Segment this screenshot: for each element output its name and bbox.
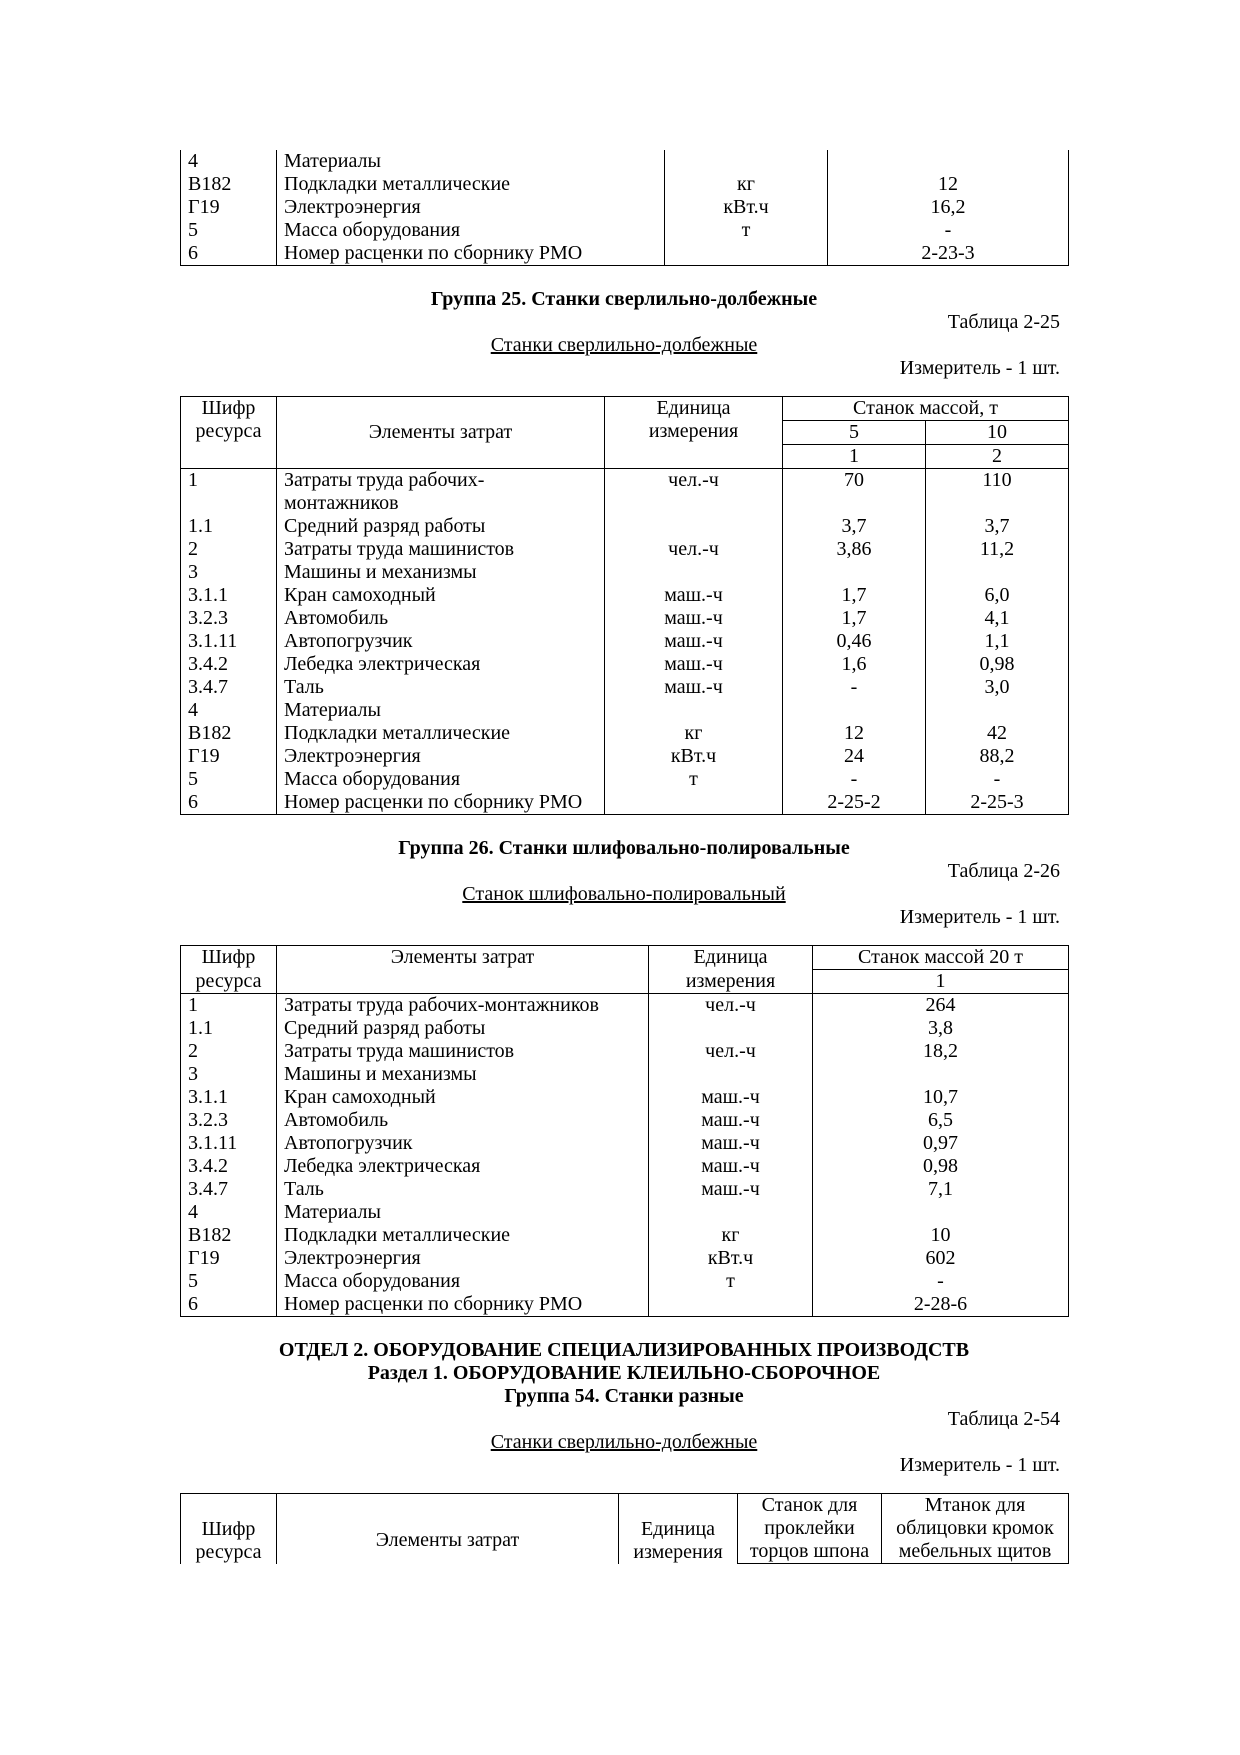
- cell-code: В182: [181, 173, 277, 196]
- cell-code: 3.2.3: [181, 607, 277, 630]
- cell-name: Электроэнергия: [277, 1247, 649, 1270]
- cell-code: 3: [181, 1063, 277, 1086]
- table-row: [181, 242, 1069, 266]
- cell-code: 1: [181, 994, 277, 1018]
- table-2-25-measure: Измеритель - 1 шт.: [899, 357, 1060, 379]
- cell-unit: маш.-ч: [649, 1109, 813, 1132]
- cell-v1: 6,5: [813, 1109, 1069, 1132]
- cell-v1: 10,7: [813, 1086, 1069, 1109]
- table-row: [181, 722, 1069, 745]
- cell-name: Материалы: [277, 150, 665, 173]
- cell-unit: [605, 791, 783, 815]
- cell-name: Электроэнергия: [277, 745, 605, 768]
- table-row: [181, 1224, 1069, 1247]
- cell-v2: 11,2: [926, 538, 1069, 561]
- cell-code: 2: [181, 538, 277, 561]
- cell-v2: 0,98: [926, 653, 1069, 676]
- code-header: Шифр ресурса: [181, 1494, 277, 1564]
- cell-name: Машины и механизмы: [277, 1063, 649, 1086]
- cell-unit: [649, 1201, 813, 1224]
- col-1-header: 1: [783, 445, 926, 469]
- mass-10-header: 10: [926, 421, 1069, 445]
- table-row: [181, 584, 1069, 607]
- table-row: [181, 1270, 1069, 1293]
- col-1-header: Станок для проклейки торцов шпона: [738, 1494, 882, 1564]
- table-row: [181, 515, 1069, 538]
- cell-code: 5: [181, 768, 277, 791]
- cell-code: 3.1.11: [181, 630, 277, 653]
- cell-name: Номер расценки по сборнику РМО: [277, 242, 665, 266]
- table-row: [181, 1293, 1069, 1317]
- cell-name: Затраты труда машинистов: [277, 538, 605, 561]
- group-26-title: Группа 26. Станки шлифовально-полировальные: [398, 837, 850, 859]
- unit-header: Единица измерения: [605, 397, 783, 469]
- cell-name: Средний разряд работы: [277, 1017, 649, 1040]
- cell-name: Кран самоходный: [277, 584, 605, 607]
- cell-name: Автомобиль: [277, 1109, 649, 1132]
- cell-name: Затраты труда рабочих-монтажников: [277, 994, 649, 1018]
- group-25-title: Группа 25. Станки сверлильно-долбежные: [430, 288, 818, 310]
- department-title: ОТДЕЛ 2. ОБОРУДОВАНИЕ СПЕЦИАЛИЗИРОВАННЫХ ПРОИЗВОДСТВ: [278, 1339, 970, 1361]
- cell-code: 3: [181, 561, 277, 584]
- table-2-25-number: Таблица 2-25: [947, 311, 1060, 333]
- cell-v2: 4,1: [926, 607, 1069, 630]
- col-2-header: 2: [926, 445, 1069, 469]
- cell-name: Автомобиль: [277, 607, 605, 630]
- cell-v1: 7,1: [813, 1178, 1069, 1201]
- cell-name: Масса оборудования: [277, 219, 665, 242]
- cell-name: Подкладки металлические: [277, 173, 665, 196]
- cell-v1: 3,8: [813, 1017, 1069, 1040]
- cell-v2: 6,0: [926, 584, 1069, 607]
- cell-name: Масса оборудования: [277, 1270, 649, 1293]
- table-row: [181, 150, 1069, 173]
- table-row: [181, 1040, 1069, 1063]
- cell-code: 3.4.7: [181, 1178, 277, 1201]
- cell-v1: -: [813, 1270, 1069, 1293]
- cell-code: Г19: [181, 745, 277, 768]
- cell-unit: [605, 561, 783, 584]
- cell-unit: кг: [649, 1224, 813, 1247]
- cell-unit: маш.-ч: [605, 653, 783, 676]
- cell-unit: [649, 1017, 813, 1040]
- table-2-26: Шифр Элементы затрат Единица Станок массой 20 т ресурса измерения 1 1 Затраты труда рабочих-монтажников чел.-ч 264 1.1 Средний разряд работы 3,8 2 Затраты труда машинистов чел.-ч 18,2 3 Машины и механизмы 3.1.1 Кран самоходный маш.-ч 10,7 3.2.3 Автомобиль маш.-ч 6,5 3.1.11 Автопогрузчик маш.-ч 0,97 3.4.2 Лебедка электрическая маш.-ч 0,98 3.4.7 Таль маш.-ч 7,1 4 Материалы В182 Подкладки металлические кг 10 Г19 Электроэнергия кВт.ч 602 5 Масса оборудования т - 6 Номер расценки по сборнику РМО 2-28-6: [180, 945, 1069, 1317]
- table-row: [181, 768, 1069, 791]
- cell-code: 3.4.2: [181, 1155, 277, 1178]
- cell-v1: 16,2: [828, 196, 1069, 219]
- cell-unit: т: [649, 1270, 813, 1293]
- mass-group-header: Станок массой 20 т: [813, 946, 1069, 970]
- col-2-header: Мтанок для облицовки кромок мебельных щитов: [882, 1494, 1069, 1564]
- cell-name: Лебедка электрическая: [277, 653, 605, 676]
- cell-unit: маш.-ч: [605, 630, 783, 653]
- table-2-25-subtitle: Станки сверлильно-долбежные: [490, 334, 758, 356]
- elements-header: Элементы затрат: [277, 946, 649, 970]
- cell-v1: -: [783, 676, 926, 699]
- unit-header: Единица: [649, 946, 813, 970]
- cell-v1: [813, 1201, 1069, 1224]
- table-row: [181, 173, 1069, 196]
- cell-unit: маш.-ч: [649, 1178, 813, 1201]
- cell-unit: т: [665, 219, 828, 242]
- cell-v1: 12: [783, 722, 926, 745]
- cell-v2: -: [926, 768, 1069, 791]
- cell-v1: [828, 150, 1069, 173]
- cell-v1: 0,46: [783, 630, 926, 653]
- table-row: [181, 994, 1069, 1018]
- cell-unit: [665, 242, 828, 266]
- cell-code: 1.1: [181, 515, 277, 538]
- unit-header: Единица измерения: [619, 1494, 738, 1564]
- table-row: [181, 1201, 1069, 1224]
- cell-code: 3.4.7: [181, 676, 277, 699]
- cell-v1: 2-28-6: [813, 1293, 1069, 1317]
- cell-name: Номер расценки по сборнику РМО: [277, 791, 605, 815]
- cell-name: Таль: [277, 676, 605, 699]
- cell-name: Кран самоходный: [277, 1086, 649, 1109]
- cell-v1: 3,7: [783, 515, 926, 538]
- cell-code: 6: [181, 242, 277, 266]
- table-row: [181, 1017, 1069, 1040]
- table-row: [181, 219, 1069, 242]
- col-1-header: 1: [813, 970, 1069, 994]
- document-page: [180, 150, 1068, 1564]
- cell-v2: 1,1: [926, 630, 1069, 653]
- cell-v1: -: [783, 768, 926, 791]
- cell-unit: чел.-ч: [605, 538, 783, 561]
- cell-v1: 1,6: [783, 653, 926, 676]
- table-row: [181, 653, 1069, 676]
- cell-unit: кВт.ч: [605, 745, 783, 768]
- table-row: [181, 1109, 1069, 1132]
- cell-name: Электроэнергия: [277, 196, 665, 219]
- cell-name: Машины и механизмы: [277, 561, 605, 584]
- table-row: [181, 745, 1069, 768]
- cell-code: 2: [181, 1040, 277, 1063]
- elements-header: Элементы затрат: [277, 397, 605, 469]
- table-row: [181, 561, 1069, 584]
- part-title: Раздел 1. ОБОРУДОВАНИЕ КЛЕИЛЬНО-СБОРОЧНОЕ: [367, 1362, 881, 1384]
- cell-v1: 1,7: [783, 607, 926, 630]
- cell-unit: маш.-ч: [649, 1155, 813, 1178]
- cell-v2: 42: [926, 722, 1069, 745]
- table-row: [181, 1063, 1069, 1086]
- cell-unit: маш.-ч: [605, 584, 783, 607]
- cell-code: 5: [181, 1270, 277, 1293]
- cell-v1: [783, 699, 926, 722]
- cell-code: 4: [181, 1201, 277, 1224]
- code-header: Шифр: [181, 946, 277, 970]
- cell-code: 1.1: [181, 1017, 277, 1040]
- table-row: [181, 1178, 1069, 1201]
- cell-unit: т: [605, 768, 783, 791]
- mass-group-header: Станок массой, т: [783, 397, 1069, 421]
- cell-code: Г19: [181, 1247, 277, 1270]
- cell-code: 3.1.1: [181, 1086, 277, 1109]
- cell-name: Лебедка электрическая: [277, 1155, 649, 1178]
- cell-name: Таль: [277, 1178, 649, 1201]
- table-2-26-measure: Измеритель - 1 шт.: [899, 906, 1060, 928]
- cell-name: Масса оборудования: [277, 768, 605, 791]
- cell-unit: маш.-ч: [605, 676, 783, 699]
- table-row: [181, 676, 1069, 699]
- cell-v1: 264: [813, 994, 1069, 1018]
- table-2-54: [180, 1493, 1069, 1564]
- cell-unit: [605, 515, 783, 538]
- cell-v1: [783, 561, 926, 584]
- cell-code: 3.1.1: [181, 584, 277, 607]
- cell-name: Автопогрузчик: [277, 1132, 649, 1155]
- cell-v1: 18,2: [813, 1040, 1069, 1063]
- group-54-title: Группа 54. Станки разные: [504, 1385, 744, 1407]
- cell-unit: чел.-ч: [649, 1040, 813, 1063]
- cell-unit: маш.-ч: [649, 1086, 813, 1109]
- cell-unit: кг: [605, 722, 783, 745]
- table-row: [181, 1086, 1069, 1109]
- cell-v1: 1,7: [783, 584, 926, 607]
- cell-code: 4: [181, 150, 277, 173]
- cell-code: 3.1.11: [181, 1132, 277, 1155]
- cell-v2: 3,0: [926, 676, 1069, 699]
- elements-header: Элементы затрат: [277, 1494, 619, 1564]
- cell-unit: [649, 1293, 813, 1317]
- table-2-54-number: Таблица 2-54: [947, 1408, 1060, 1430]
- top-table: [180, 150, 1069, 266]
- cell-name: Подкладки металлические: [277, 1224, 649, 1247]
- cell-name: Материалы: [277, 699, 605, 722]
- cell-unit: чел.-ч: [649, 994, 813, 1018]
- cell-unit: маш.-ч: [649, 1132, 813, 1155]
- cell-v1: -: [828, 219, 1069, 242]
- cell-v1: 2-23-3: [828, 242, 1069, 266]
- table-row: [181, 607, 1069, 630]
- mass-5-header: 5: [783, 421, 926, 445]
- cell-unit: маш.-ч: [605, 607, 783, 630]
- cell-code: 5: [181, 219, 277, 242]
- cell-v1: 0,98: [813, 1155, 1069, 1178]
- code-header: Шифр ресурса: [181, 397, 277, 469]
- cell-unit: [665, 150, 828, 173]
- cell-unit: [649, 1063, 813, 1086]
- cell-v1: 3,86: [783, 538, 926, 561]
- cell-v1: 10: [813, 1224, 1069, 1247]
- cell-name: Затраты труда машинистов: [277, 1040, 649, 1063]
- cell-code: 3.2.3: [181, 1109, 277, 1132]
- cell-unit: кг: [665, 173, 828, 196]
- cell-v2: [926, 561, 1069, 584]
- table-2-54-subtitle: Станки сверлильно-долбежные: [490, 1431, 758, 1453]
- table-row: [181, 699, 1069, 722]
- table-row: [181, 1247, 1069, 1270]
- table-2-26-number: Таблица 2-26: [947, 860, 1060, 882]
- cell-code: 6: [181, 791, 277, 815]
- table-row: [181, 196, 1069, 219]
- cell-name: Номер расценки по сборнику РМО: [277, 1293, 649, 1317]
- table-row: [181, 1132, 1069, 1155]
- cell-code: Г19: [181, 196, 277, 219]
- cell-name: Подкладки металлические: [277, 722, 605, 745]
- cell-code: В182: [181, 1224, 277, 1247]
- cell-v1: 2-25-2: [783, 791, 926, 815]
- cell-unit: кВт.ч: [649, 1247, 813, 1270]
- table-row: 1 Затраты труда рабочих- монтажников чел.-ч 70 110: [181, 469, 1069, 516]
- table-2-25: [180, 396, 1069, 815]
- cell-v2: 3,7: [926, 515, 1069, 538]
- cell-v1: [813, 1063, 1069, 1086]
- cell-code: 6: [181, 1293, 277, 1317]
- table-row: [181, 1155, 1069, 1178]
- cell-unit: кВт.ч: [665, 196, 828, 219]
- cell-code: В182: [181, 722, 277, 745]
- cell-code: 4: [181, 699, 277, 722]
- cell-code: 3.4.2: [181, 653, 277, 676]
- cell-name: Материалы: [277, 1201, 649, 1224]
- cell-name: Автопогрузчик: [277, 630, 605, 653]
- table-row: [181, 538, 1069, 561]
- cell-v1: 12: [828, 173, 1069, 196]
- cell-v2: [926, 699, 1069, 722]
- cell-v1: 0,97: [813, 1132, 1069, 1155]
- cell-name: Средний разряд работы: [277, 515, 605, 538]
- cell-unit: [605, 699, 783, 722]
- table-2-54-measure: Измеритель - 1 шт.: [899, 1454, 1060, 1476]
- table-row: [181, 630, 1069, 653]
- cell-v1: 602: [813, 1247, 1069, 1270]
- cell-v1: 24: [783, 745, 926, 768]
- cell-v2: 2-25-3: [926, 791, 1069, 815]
- first-row-name: Затраты труда рабочих-: [284, 469, 485, 491]
- table-row: [181, 791, 1069, 815]
- table-2-26-subtitle: Станок шлифовально-полировальный: [462, 883, 786, 905]
- cell-v2: 88,2: [926, 745, 1069, 768]
